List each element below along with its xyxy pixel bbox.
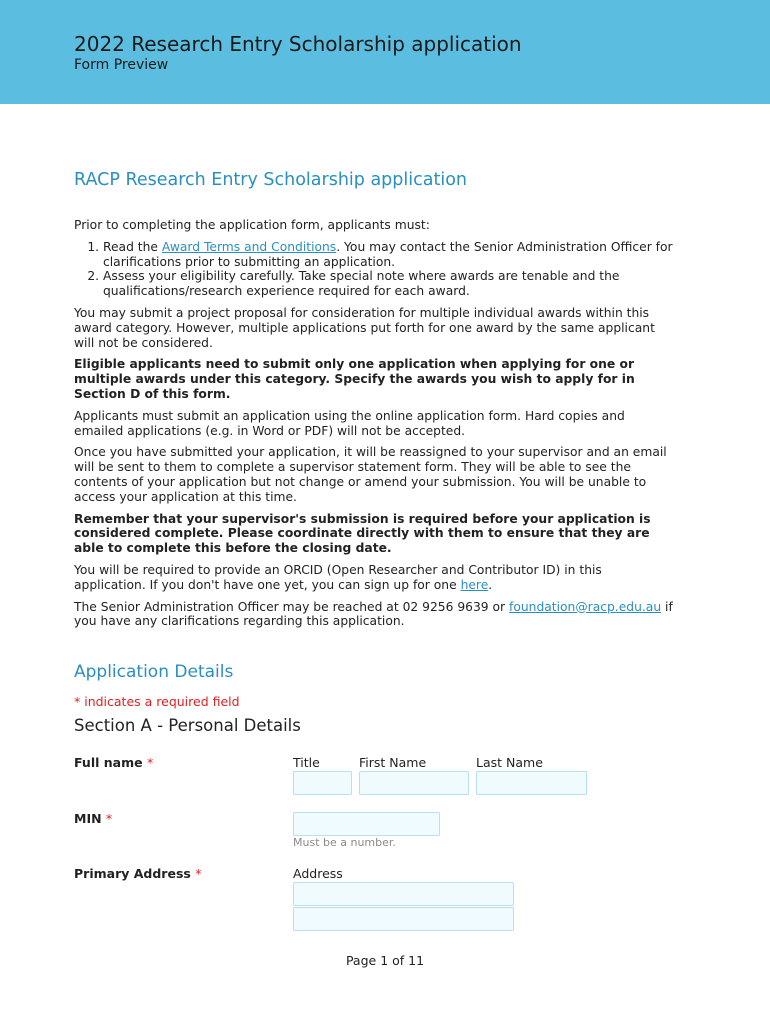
- last-name-column-label: Last Name: [476, 755, 543, 770]
- first-name-input[interactable]: [359, 771, 469, 795]
- intro-paragraph: [74, 563, 674, 593]
- title-column-label: Title: [293, 755, 320, 770]
- primary-address-label-text: Primary Address: [74, 866, 191, 881]
- intro-paragraph: [74, 600, 674, 630]
- award-terms-link[interactable]: Award Terms and Conditions: [161, 239, 337, 254]
- form-title: RACP Research Entry Scholarship application: [74, 170, 467, 190]
- paragraph-text: The Senior Administration Officer may be reached at 02 9256 9639 or: [74, 599, 510, 614]
- list-item: 2. Assess your eligibility carefully. Take special note where awards are tenable and the qualifications/research experience required for each award.: [103, 269, 674, 299]
- paragraph-text: .: [488, 577, 493, 592]
- intro-paragraph: Prior to completing the application form, applicants must:: [74, 218, 430, 232]
- intro-text: [74, 218, 674, 629]
- required-star: *: [105, 811, 113, 826]
- page-subtitle: Form Preview: [74, 57, 169, 73]
- intro-paragraph: Applicants must submit an application using the online application form. Hard copies and emailed applications (e.g. in Word or PDF) will not be accepted.: [74, 408, 625, 438]
- form-intro: [74, 170, 674, 636]
- paragraph-text: You will be required to provide an ORCID (Open Researcher and Contributor ID) in this application. If you don't have one yet, you can sign up for one: [74, 562, 602, 592]
- list-item: [103, 240, 674, 270]
- page-indicator: Page 1 of 11: [345, 953, 425, 968]
- paragraph-text: if you have any clarifications regarding this application.: [74, 599, 673, 629]
- intro-paragraph: Once you have submitted your application, it will be reassigned to your supervisor and an email will be sent to them to complete a supervisor statement form. They will be able to see the contents of your application but not change or amend your submission. You will be unable to access your application at this time.: [74, 445, 667, 504]
- application-details-title: Application Details: [74, 662, 234, 682]
- section-a-title: Section A - Personal Details: [74, 716, 301, 735]
- required-star: *: [195, 866, 202, 881]
- required-field-note: * indicates a required field: [74, 694, 240, 709]
- min-label: [74, 811, 112, 826]
- min-hint: Must be a number.: [293, 836, 396, 849]
- full-name-label: [74, 755, 153, 770]
- orcid-signup-link[interactable]: here: [460, 577, 489, 592]
- address-column-label: Address: [293, 866, 343, 881]
- address-line-2-input[interactable]: [293, 907, 514, 931]
- page-header: [0, 0, 770, 104]
- address-line-1-input[interactable]: [293, 882, 514, 906]
- title-input[interactable]: [293, 771, 352, 795]
- required-star: *: [146, 755, 154, 770]
- min-label-text: MIN: [74, 811, 102, 826]
- list-item-text: . You may contact the Senior Administration Officer for clarifications prior to submitting an application.: [103, 239, 673, 269]
- intro-paragraph-bold: Eligible applicants need to submit only one application when applying for one or multiple awards under this category. Specify the awards you wish to apply for in Section D of this form.: [74, 357, 635, 401]
- page-title: 2022 Research Entry Scholarship application: [74, 32, 522, 56]
- email-link[interactable]: foundation@racp.edu.au: [509, 599, 662, 614]
- full-name-label-text: Full name: [74, 755, 143, 770]
- primary-address-label: [74, 866, 201, 881]
- requirements-list: [74, 240, 674, 299]
- intro-paragraph-bold: Remember that your supervisor's submission is required before your application is considered complete. Please coordinate directly with them to ensure that they are able to complete this before the closing date.: [74, 511, 651, 556]
- first-name-column-label: First Name: [359, 755, 427, 770]
- min-input[interactable]: [293, 812, 440, 836]
- intro-paragraph: You may submit a project proposal for consideration for multiple individual awards within this award category. However, multiple applications put forth for one award by the same applicant will not be considered.: [74, 305, 655, 350]
- last-name-input[interactable]: [476, 771, 587, 795]
- list-item-text: Read the: [103, 239, 162, 254]
